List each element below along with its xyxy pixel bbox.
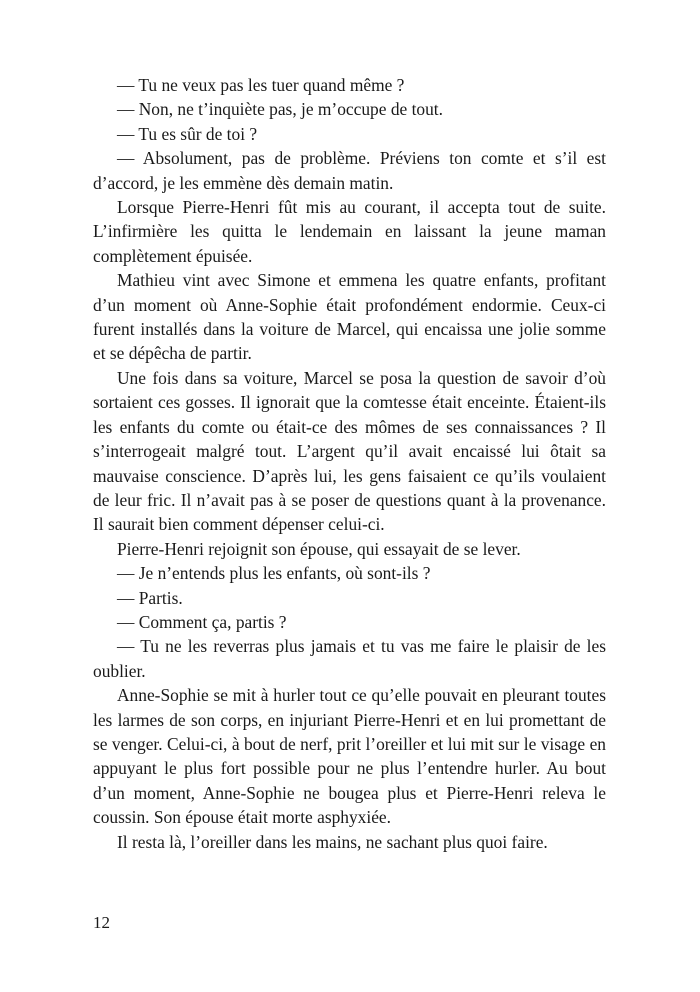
paragraph-narration-1: Lorsque Pierre-Henri fût mis au courant, il accepta tout de suite. L’infirmière les quitta le lendemain en laissant la jeune maman complètement épuisée. bbox=[93, 197, 606, 266]
paragraph-dialogue-1: — Tu ne veux pas les tuer quand même ? bbox=[117, 75, 405, 95]
paragraph-dialogue-7: — Comment ça, partis ? bbox=[117, 611, 287, 632]
paragraph-dialogue-5: — Je n’entends plus les enfants, où sont-ils ? bbox=[117, 563, 431, 584]
paragraph-narration-2: Mathieu vint avec Simone et emmena les quatre enfants, profitant d’un moment où Anne-Sophie était profondément endormie. Ceux-ci furent installés dans la voiture de Marcel, qui encaissa une jolie somme et se dépêcha de partir. bbox=[93, 270, 606, 364]
paragraph-dialogue-3: — Tu es sûr de toi ? bbox=[117, 123, 258, 144]
paragraph-narration-4: Pierre-Henri rejoignit son épouse, qui essayait de se lever. bbox=[117, 538, 521, 559]
paragraph-narration-3: Une fois dans sa voiture, Marcel se posa la question de savoir d’où sortaient ces gosses. Il ignorait que la comtesse était enceinte. Étaient-ils les enfants du comte ou était-ce des mômes de ses connaissances ? Il s’interrogeait malgré tout. L’argent qu’il avait encaissé lui ôtait sa mauvaise conscience. D’après lui, les gens faisaient ce qu’ils voulaient de leur fric. Il n’avait pas à se poser de questions quant à la provenance. Il saurait bien comment dépenser celui-ci. bbox=[93, 367, 606, 535]
paragraph-dialogue-8: — Tu ne les reverras plus jamais et tu vas me faire le plaisir de les oublier. bbox=[93, 636, 606, 681]
paragraph-narration-6: Il resta là, l’oreiller dans les mains, ne sachant plus quoi faire. bbox=[117, 831, 548, 852]
paragraph-dialogue-6: — Partis. bbox=[117, 587, 183, 608]
paragraph-dialogue-2: — Non, ne t’inquiète pas, je m’occupe de tout. bbox=[117, 99, 443, 120]
page-number: 12 bbox=[93, 913, 110, 932]
paragraph-dialogue-4: — Absolument, pas de problème. Préviens ton comte et s’il est d’accord, je les emmène dès demain matin. bbox=[93, 148, 606, 193]
page-body bbox=[93, 73, 606, 854]
paragraph-narration-5: Anne-Sophie se mit à hurler tout ce qu’elle pouvait en pleurant toutes les larmes de son corps, en injuriant Pierre-Henri et en lui promettant de se venger. Celui-ci, à bout de nerf, prit l’oreiller et lui mit sur le visage en appuyant le plus fort possible pour ne plus l’entendre hurler. Au bout d’un moment, Anne-Sophie ne bougea plus et Pierre-Henri releva le coussin. Son épouse était morte asphyxiée. bbox=[93, 685, 606, 828]
